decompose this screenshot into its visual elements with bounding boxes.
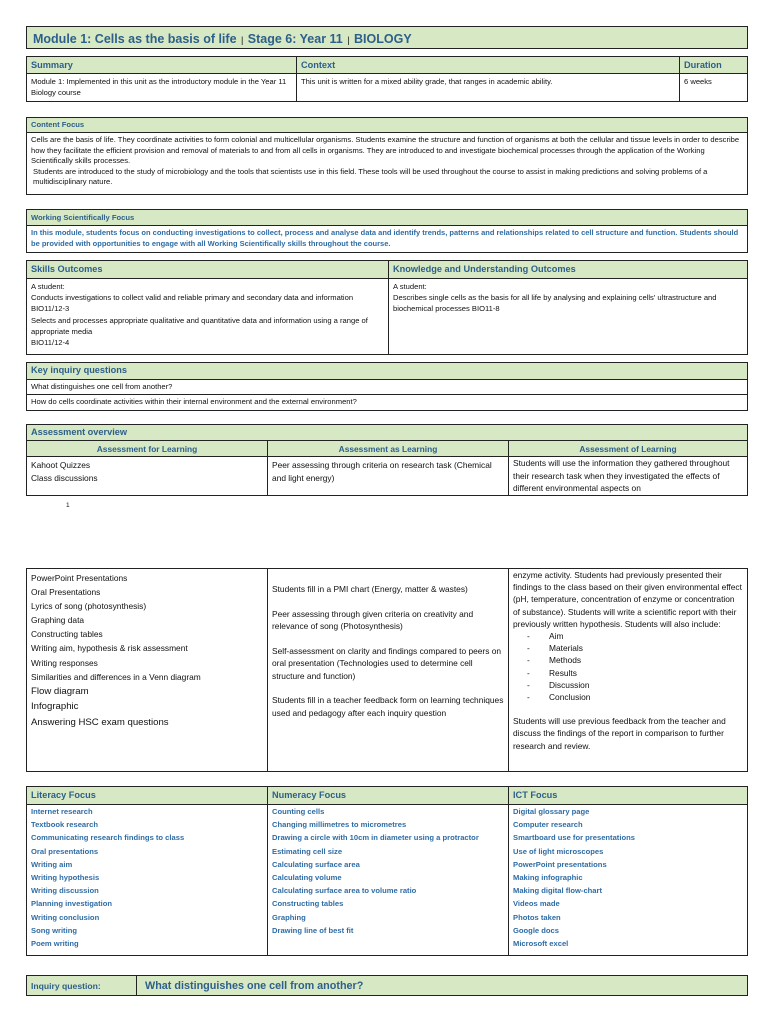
ict-item: Use of light microscopes (513, 846, 604, 856)
module-title: Module 1: Cells as the basis of life (33, 32, 237, 46)
ict-item: Digital glossary page (513, 807, 590, 816)
assessment-of-cell (509, 569, 747, 771)
report-section-item: - Conclusion (513, 691, 743, 703)
assessment-continued (26, 568, 748, 772)
report-section-item: - Materials (513, 642, 743, 654)
assessment-for-cell (27, 569, 268, 771)
title-separator: | (347, 35, 350, 45)
assessment-item: Peer assessing through given criteria on creativity and relevance of song (Photosynthesis) (272, 608, 474, 631)
report-section-item: - Discussion (513, 679, 743, 691)
assessment-of-header: Assessment of Learning (579, 444, 677, 454)
title-separator: | (240, 35, 244, 45)
assessment-item: Oral Presentations (31, 587, 101, 598)
skills-outcomes-text (27, 279, 389, 355)
summary-header: Summary (27, 57, 297, 73)
summary-table (26, 56, 748, 102)
ict-item: Making infographic (513, 873, 583, 883)
numeracy-item: Graphing (272, 912, 306, 922)
inquiry-question-label: Inquiry question: (27, 976, 137, 995)
context-value: This unit is written for a mixed ability grade, that ranges in academic ability. (297, 74, 680, 102)
ict-item: Computer research (513, 820, 583, 830)
assessment-item: Class discussions (31, 473, 98, 483)
content-focus-paragraph: Cells are the basis of life. They coordinate activities to form colonial and multicellular organisms. Students examine the structure and function of organisms at both the cellular and tissue levels in order to describe how they facilitate the efficient provision and removal of materials to and from all cells in organisms. They are introduced to and investigate biochemical processes through the application of the Working Scientifically skills processes. (31, 135, 740, 166)
title-bar (26, 26, 748, 49)
assessment-item: Students fill in a PMI chart (Energy, matter & wastes) (272, 584, 468, 594)
assessment-of-cell: Students will use the information they gathered throughout their research task when they investigated the effects of different environmental aspects on (513, 458, 730, 493)
ict-item: Google docs (513, 925, 559, 935)
assessment-item: Graphing data (31, 615, 85, 626)
assessment-as-header: Assessment as Learning (268, 441, 509, 456)
numeracy-item: Calculating volume (272, 873, 342, 883)
numeracy-item: Changing millimetres to micrometres (272, 820, 407, 830)
summary-value: Module 1: Implemented in this unit as the introductory module in the Year 11 Biology course (27, 74, 297, 102)
numeracy-item: Calculating surface area (272, 859, 360, 869)
literacy-item: Writing discussion (31, 886, 99, 896)
assessment-for-cell (27, 457, 268, 496)
subject-title: BIOLOGY (354, 32, 412, 46)
literacy-item: Oral presentations (31, 846, 99, 856)
outcomes-table (26, 260, 748, 355)
literacy-item: Textbook research (31, 820, 98, 830)
page-number: 1 (66, 502, 70, 509)
ict-item: Smartboard use for presentations (513, 833, 635, 843)
ict-item: Videos made (513, 899, 560, 909)
content-focus-heading: Content Focus (27, 118, 747, 133)
numeracy-focus-list (268, 805, 509, 956)
ku-outcomes-heading: Knowledge and Understanding Outcomes (393, 264, 576, 274)
inquiry-question: What distinguishes one cell from another? (27, 380, 747, 395)
outcome-line: Selects and processes appropriate qualitative and quantitative data and information using a range of appropriate media (31, 315, 368, 336)
assessment-of-text: enzyme activity. Students had previously presented their findings to the class based on their given environmental effect (pH, temperature, concentration of enzyme or concentration of substance). Students will write a scientific report with their previously written hypothesis. Students will also include: (513, 570, 742, 629)
ict-focus-heading: ICT Focus (513, 790, 558, 800)
literacy-focus-heading: Literacy Focus (27, 787, 268, 804)
working-scientifically-focus (26, 209, 748, 253)
inquiry-question-bar (26, 975, 748, 996)
outcome-line: Conducts investigations to collect valid and reliable primary and secondary data and information BIO11/12-3 (31, 293, 354, 314)
outcome-line: A student: (393, 282, 427, 291)
assessment-item: Answering HSC exam questions (31, 716, 169, 728)
ict-item: Making digital flow-chart (513, 886, 603, 896)
assessment-item: Lyrics of song (photosynthesis) (31, 601, 147, 612)
assessment-heading: Assessment overview (27, 425, 747, 441)
assessment-item: Writing aim, hypothesis & risk assessment (31, 643, 188, 654)
literacy-item: Song writing (31, 925, 77, 935)
assessment-for-header: Assessment for Learning (27, 441, 268, 456)
key-inquiry-heading: Key inquiry questions (27, 363, 747, 380)
assessment-item: Infographic (31, 701, 79, 713)
outcome-line: Describes single cells as the basis for all life by analysing and explaining cells' ultrastructure and biochemical processes BIO11-8 (393, 293, 717, 314)
literacy-item: Internet research (31, 807, 93, 816)
literacy-item: Communicating research findings to class (31, 833, 185, 843)
context-header: Context (297, 57, 680, 73)
assessment-of-text: Students will use previous feedback from the teacher and discuss the findings of the report in comparison to further research and review. (513, 716, 726, 751)
ws-focus-heading: Working Scientifically Focus (27, 210, 747, 226)
literacy-focus-list (27, 805, 268, 956)
ku-outcomes-text (389, 279, 747, 355)
report-section-item: - Aim (513, 630, 743, 642)
ict-item: Photos taken (513, 912, 561, 922)
ws-focus-text: In this module, students focus on conducting investigations to collect, process and analyse data and identify trends, patterns and relationships related to cell structure and function. Students should be provided with opportunities to engage with all Working Scientifically skills throughout the course. (31, 228, 739, 249)
ict-focus-list (509, 805, 747, 956)
assessment-item: PowerPoint Presentations (31, 573, 128, 583)
numeracy-item: Constructing tables (272, 899, 344, 909)
content-focus-paragraph: Students are introduced to the study of microbiology and the tools that scientists use in this field. These tools will be used throughout the course to assist in making predictions and solving problems of a multidisciplinary nature. (33, 166, 708, 187)
literacy-item: Writing conclusion (31, 912, 100, 922)
assessment-item: Constructing tables (31, 629, 103, 640)
stage-title: Stage 6: Year 11 (247, 32, 343, 46)
assessment-item: Students fill in a teacher feedback form on learning techniques used and pedagogy after each inquiry question (272, 695, 504, 718)
literacy-item: Poem writing (31, 939, 79, 949)
numeracy-item: Calculating surface area to volume ratio (272, 886, 417, 896)
report-section-item: - Methods (513, 654, 743, 666)
numeracy-item: Drawing line of best fit (272, 925, 354, 935)
duration-header: Duration (684, 60, 722, 70)
assessment-item: Similarities and differences in a Venn diagram (31, 671, 201, 682)
assessment-overview (26, 424, 748, 496)
assessment-item: Kahoot Quizzes (31, 460, 91, 470)
numeracy-item: Estimating cell size (272, 846, 343, 856)
assessment-as-cell: Peer assessing through criteria on research task (Chemical and light energy) (268, 457, 509, 496)
ict-item: Microsoft excel (513, 939, 569, 949)
duration-value: 6 weeks (684, 77, 712, 86)
assessment-item: Self-assessment on clarity and findings compared to peers on oral presentation (Technologies used to determine cell structure and function) (272, 645, 502, 681)
key-inquiry-questions (26, 362, 748, 411)
inquiry-question: How do cells coordinate activities within their internal environment and the external environment? (31, 397, 357, 406)
numeracy-item: Drawing a circle with 10cm in diameter using a protractor (272, 833, 479, 843)
report-section-item: - Results (513, 667, 743, 679)
literacy-item: Writing aim (31, 859, 73, 869)
literacy-item: Writing hypothesis (31, 873, 100, 883)
ict-item: PowerPoint presentations (513, 859, 607, 869)
outcome-line: A student: (31, 282, 65, 291)
literacy-item: Planning investigation (31, 899, 113, 909)
assessment-item: Writing responses (31, 657, 98, 668)
outcome-line: BIO11/12-4 (31, 338, 70, 348)
inquiry-question-text: What distinguishes one cell from another? (145, 980, 364, 992)
numeracy-item: Counting cells (272, 807, 325, 816)
skills-outcomes-heading: Skills Outcomes (27, 261, 389, 278)
focus-table (26, 786, 748, 956)
assessment-item: Flow diagram (31, 685, 89, 697)
numeracy-focus-heading: Numeracy Focus (268, 787, 509, 804)
content-focus (26, 117, 748, 195)
assessment-as-cell (268, 569, 509, 771)
